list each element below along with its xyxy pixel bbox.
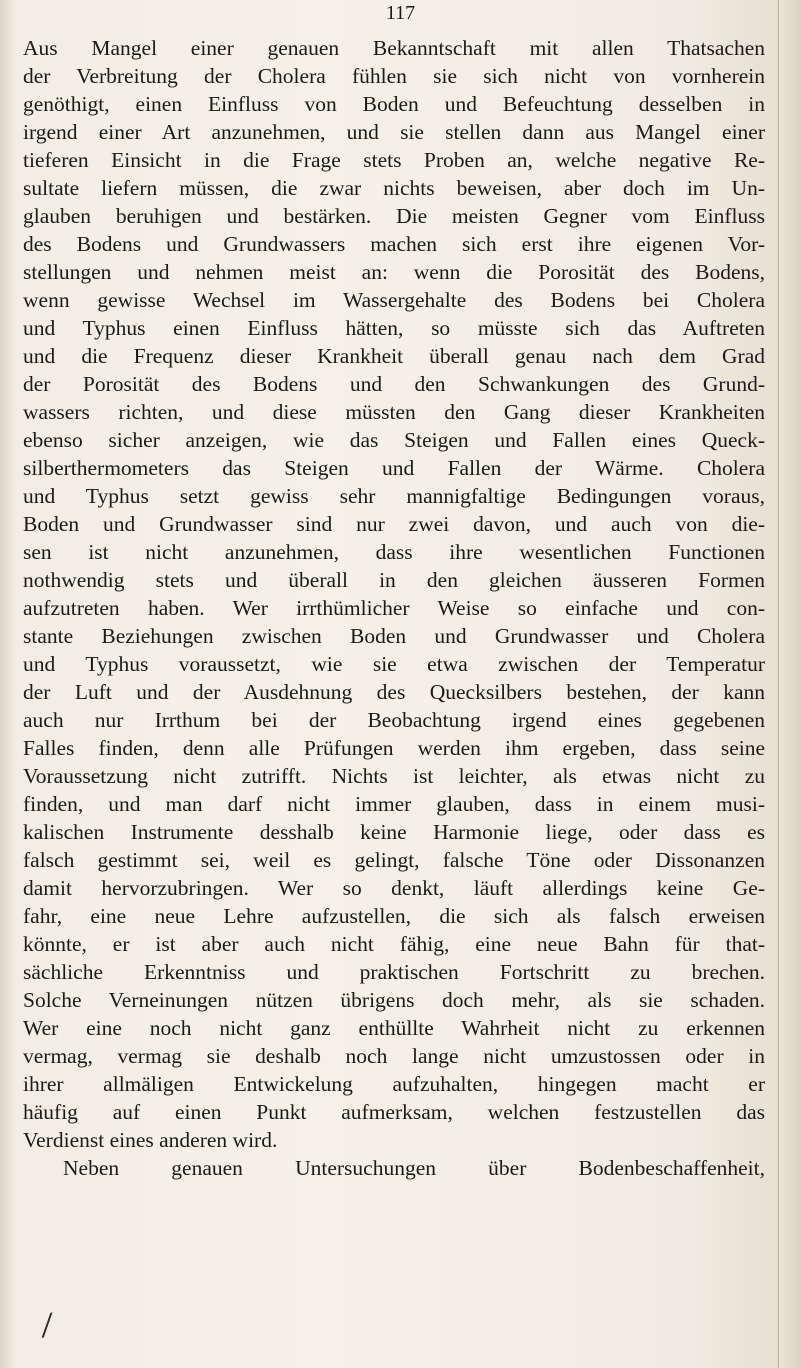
text-line: Solche Verneinungen nützen übrigens doch mehr, als sie schaden.	[23, 988, 765, 1012]
text-line: sächliche Erkenntniss und praktischen Fortschritt zu brechen.	[23, 960, 765, 984]
page-number: 117	[385, 2, 416, 24]
text-line: ihrer allmäligen Entwickelung aufzuhalten, hingegen macht er	[23, 1072, 765, 1096]
text-line: Neben genauen Untersuchungen über Bodenbeschaffenheit,	[63, 1156, 765, 1180]
text-line: fahr, eine neue Lehre aufzustellen, die sich als falsch erweisen	[23, 904, 765, 928]
text-line: ebenso sicher anzeigen, wie das Steigen und Fallen eines Queck-	[23, 428, 765, 452]
page-edge	[778, 0, 801, 1368]
text-line: und Typhus voraussetzt, wie sie etwa zwischen der Temperatur	[23, 652, 765, 676]
text-line: wassers richten, und diese müssten den Gang dieser Krankheiten	[23, 400, 765, 424]
gutter-shadow	[0, 0, 16, 1368]
text-line: der Porosität des Bodens und den Schwankungen des Grund-	[23, 372, 765, 396]
text-line: wenn gewisse Wechsel im Wassergehalte des Bodens bei Cholera	[23, 288, 765, 312]
text-line: häufig auf einen Punkt aufmerksam, welchen festzustellen das	[23, 1100, 765, 1124]
text-line: silberthermometers das Steigen und Fallen der Wärme. Cholera	[23, 456, 765, 480]
text-line: und die Frequenz dieser Krankheit überall genau nach dem Grad	[23, 344, 765, 368]
text-line: genöthigt, einen Einfluss von Boden und Befeuchtung desselben in	[23, 92, 765, 116]
text-line: könnte, er ist aber auch nicht fähig, eine neue Bahn für that-	[23, 932, 765, 956]
text-line: des Bodens und Grundwassers machen sich erst ihre eigenen Vor-	[23, 232, 765, 256]
text-line: Voraussetzung nicht zutrifft. Nichts ist leichter, als etwas nicht zu	[23, 764, 765, 788]
text-line: damit hervorzubringen. Wer so denkt, läuft allerdings keine Ge-	[23, 876, 765, 900]
text-line: falsch gestimmt sei, weil es gelingt, falsche Töne oder Dissonanzen	[23, 848, 765, 872]
text-line: stellungen und nehmen meist an: wenn die Porosität des Bodens,	[23, 260, 765, 284]
text-line: auch nur Irrthum bei der Beobachtung irgend eines gegebenen	[23, 708, 765, 732]
text-line: sultate liefern müssen, die zwar nichts beweisen, aber doch im Un-	[23, 176, 765, 200]
text-line: der Luft und der Ausdehnung des Quecksilbers bestehen, der kann	[23, 680, 765, 704]
text-line: finden, und man darf nicht immer glauben, dass in einem musi-	[23, 792, 765, 816]
body-text	[23, 34, 765, 1182]
text-line: sen ist nicht anzunehmen, dass ihre wesentlichen Functionen	[23, 540, 765, 564]
text-line: und Typhus setzt gewiss sehr mannigfaltige Bedingungen voraus,	[23, 484, 765, 508]
pencil-mark-icon: ⁄	[41, 1308, 54, 1345]
text-line: tieferen Einsicht in die Frage stets Proben an, welche negative Re-	[23, 148, 765, 172]
text-line: Wer eine noch nicht ganz enthüllte Wahrheit nicht zu erkennen	[23, 1016, 765, 1040]
text-line: glauben beruhigen und bestärken. Die meisten Gegner vom Einfluss	[23, 204, 765, 228]
text-line: irgend einer Art anzunehmen, und sie stellen dann aus Mangel einer	[23, 120, 765, 144]
text-line: nothwendig stets und überall in den gleichen äusseren Formen	[23, 568, 765, 592]
text-line: Aus Mangel einer genauen Bekanntschaft mit allen Thatsachen	[23, 36, 765, 60]
text-line: Verdienst eines anderen wird.	[23, 1128, 278, 1152]
text-line: aufzutreten haben. Wer irrthümlicher Weise so einfache und con-	[23, 596, 765, 620]
text-line: Falles finden, denn alle Prüfungen werden ihm ergeben, dass seine	[23, 736, 765, 760]
text-line: stante Beziehungen zwischen Boden und Grundwasser und Cholera	[23, 624, 765, 648]
text-line: kalischen Instrumente desshalb keine Harmonie liege, oder dass es	[23, 820, 765, 844]
text-line: und Typhus einen Einfluss hätten, so müsste sich das Auftreten	[23, 316, 765, 340]
text-line: der Verbreitung der Cholera fühlen sie sich nicht von vornherein	[23, 64, 765, 88]
text-line: vermag, vermag sie deshalb noch lange nicht umzustossen oder in	[23, 1044, 765, 1068]
text-line: Boden und Grundwasser sind nur zwei davon, und auch von die-	[23, 512, 765, 536]
